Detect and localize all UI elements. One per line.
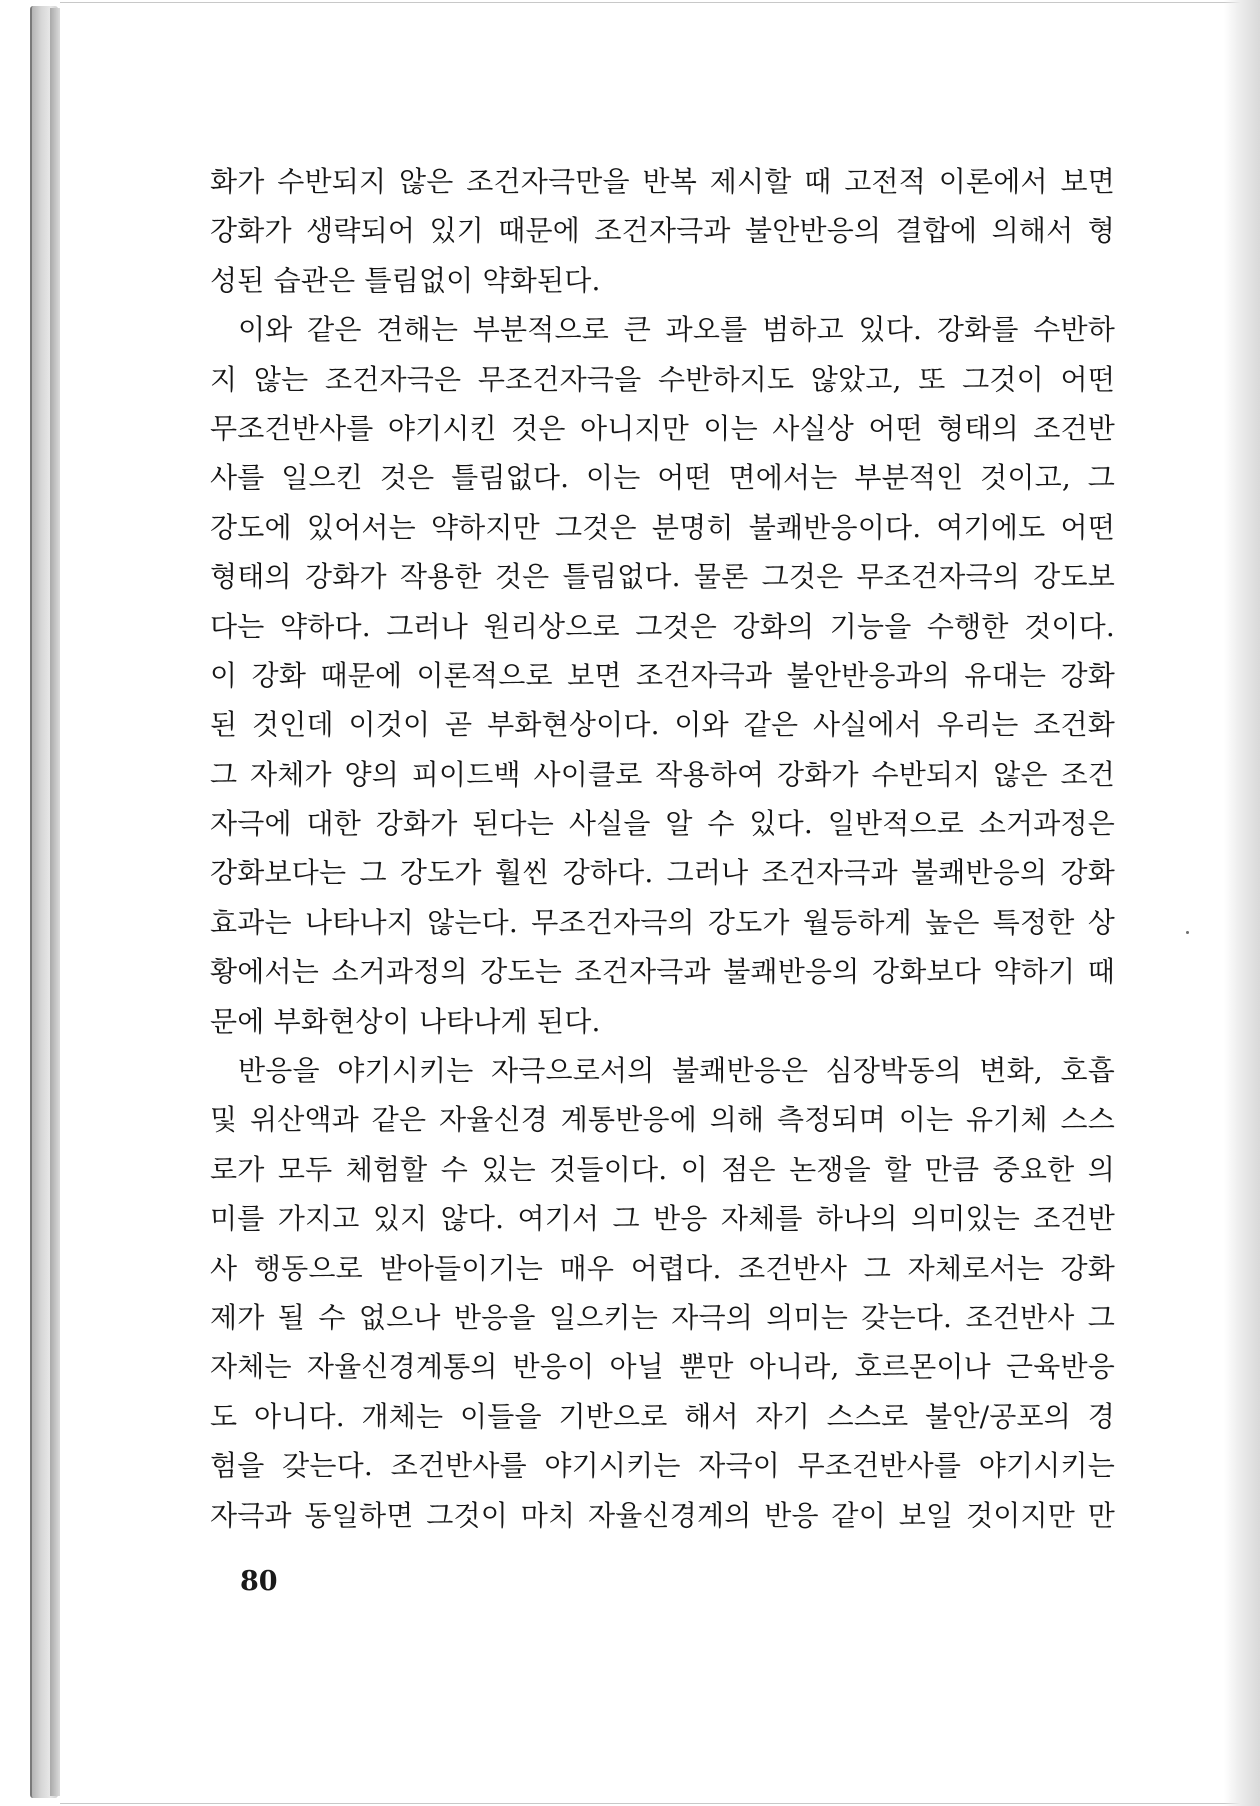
paragraph-first-line: 반응을 야기시키는 자극으로서의 불쾌반응은 심장박동의 변화, 호흡 [238, 1054, 1115, 1088]
text-line: 제가 될 수 없으나 반응을 일으키는 자극의 의미는 갖는다. 조건반사 그 [210, 1300, 1115, 1334]
text-line: 자극에 대한 강화가 된다는 사실을 알 수 있다. 일반적으로 소거과정은 [210, 807, 1115, 841]
text-line: 그 자체가 양의 피이드백 사이클로 작용하여 강화가 수반되지 않은 조건 [210, 757, 1115, 791]
text-line: 및 위산액과 같은 자율신경 계통반응에 의해 측정되며 이는 유기체 스스 [210, 1103, 1115, 1137]
text-line: 형태의 강화가 작용한 것은 틀림없다. 물론 그것은 무조건자극의 강도보 [210, 560, 1115, 594]
text-line: 사 행동으로 받아들이기는 매우 어렵다. 조건반사 그 자체로서는 강화 [210, 1251, 1115, 1285]
text-line: 황에서는 소거과정의 강도는 조건자극과 불쾌반응의 강화보다 약하기 때 [210, 955, 1115, 989]
text-line: 성된 습관은 틀림없이 약화된다. [210, 263, 601, 297]
text-line: 자극과 동일하면 그것이 마치 자율신경계의 반응 같이 보일 것이지만 만 [210, 1498, 1115, 1532]
text-line: 문에 부화현상이 나타나게 된다. [210, 1004, 601, 1038]
text-line: 무조건반사를 야기시킨 것은 아니지만 이는 사실상 어떤 형태의 조건반 [210, 411, 1115, 445]
text-line: 된 것인데 이것이 곧 부화현상이다. 이와 같은 사실에서 우리는 조건화 [210, 708, 1115, 742]
body-text [210, 157, 1115, 1540]
text-line: 험을 갖는다. 조건반사를 야기시키는 자극이 무조건반사를 야기시키는 [210, 1449, 1115, 1483]
text-line: 자체는 자율신경계통의 반응이 아닐 뿐만 아니라, 호르몬이나 근육반응 [210, 1350, 1115, 1384]
text-line: 이 강화 때문에 이론적으로 보면 조건자극과 불안반응과의 유대는 강화 [210, 658, 1115, 692]
text-line: 사를 일으킨 것은 틀림없다. 이는 어떤 면에서는 부분적인 것이고, 그 [210, 461, 1115, 495]
print-speck [1186, 931, 1189, 934]
text-line: 강화보다는 그 강도가 훨씬 강하다. 그러나 조건자극과 불쾌반응의 강화 [210, 856, 1115, 890]
text-line: 지 않는 조건자극은 무조건자극을 수반하지도 않았고, 또 그것이 어떤 [210, 362, 1115, 396]
text-line: 화가 수반되지 않은 조건자극만을 반복 제시할 때 고전적 이론에서 보면 [210, 165, 1115, 198]
page-number: 80 [240, 1566, 278, 1597]
page-right-edge-shadow [1224, 0, 1260, 1806]
text-line: 미를 가지고 있지 않다. 여기서 그 반응 자체를 하나의 의미있는 조건반 [210, 1202, 1115, 1236]
text-line: 로가 모두 체험할 수 있는 것들이다. 이 점은 논쟁을 할 만큼 중요한 의 [210, 1152, 1115, 1186]
text-line: 강도에 있어서는 약하지만 그것은 분명히 불쾌반응이다. 여기에도 어떤 [210, 510, 1115, 544]
text-line: 효과는 나타나지 않는다. 무조건자극의 강도가 월등하게 높은 특정한 상 [210, 905, 1115, 939]
text-line: 도 아니다. 개체는 이들을 기반으로 해서 자기 스스로 불안/공포의 경 [210, 1399, 1115, 1433]
text-line: 강화가 생략되어 있기 때문에 조건자극과 불안반응의 결합에 의해서 형 [210, 214, 1115, 248]
paragraph-first-line: 이와 같은 견해는 부분적으로 큰 과오를 범하고 있다. 강화를 수반하 [238, 313, 1115, 347]
text-line: 다는 약하다. 그러나 원리상으로 그것은 강화의 기능을 수행한 것이다. [210, 609, 1115, 643]
